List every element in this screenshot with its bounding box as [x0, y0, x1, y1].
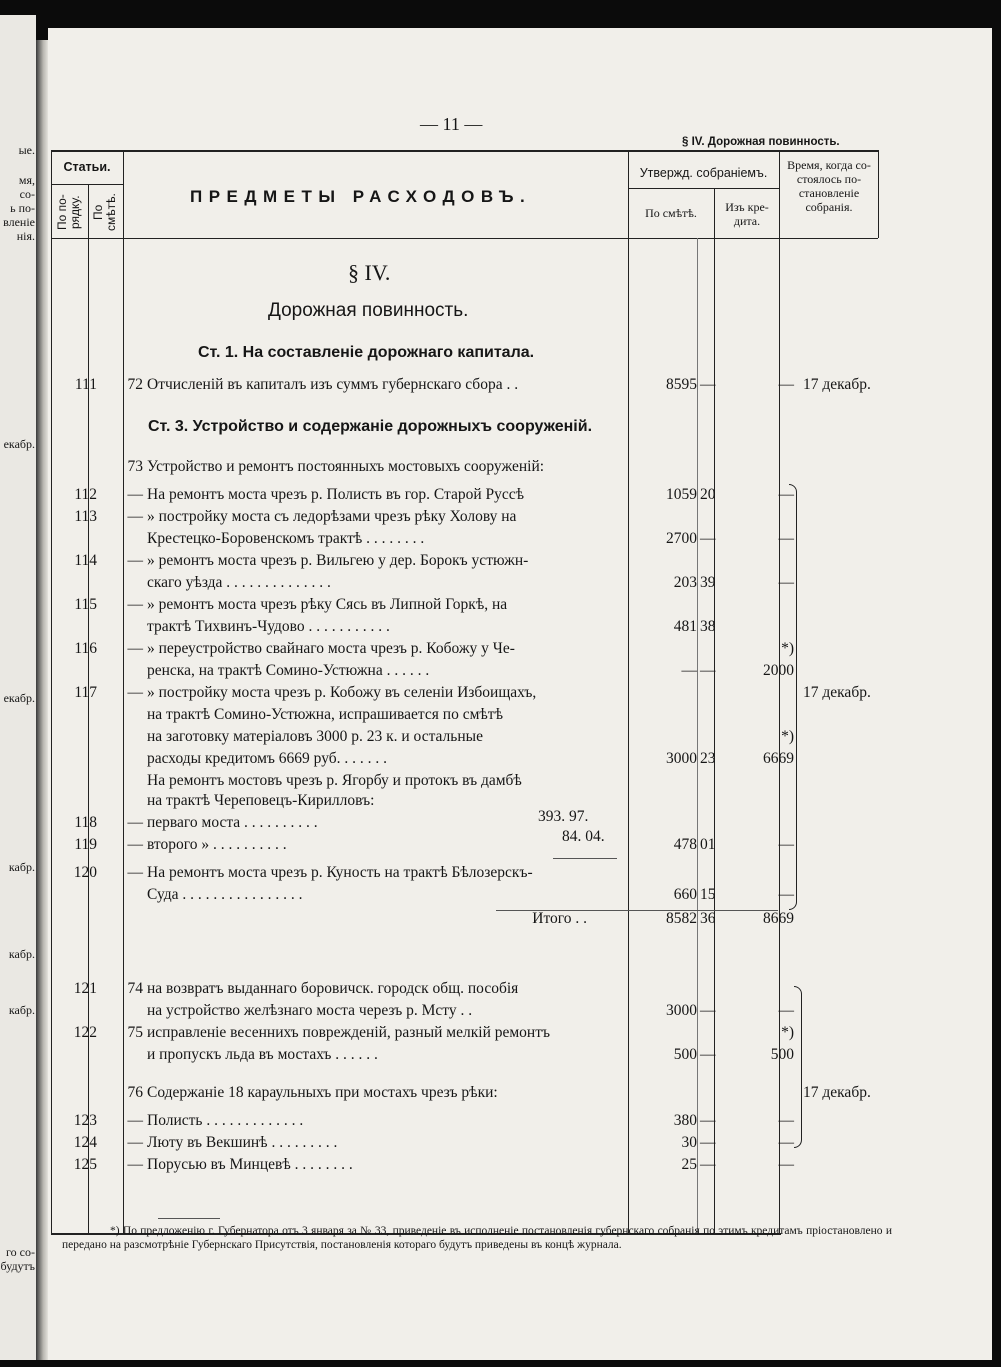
header-vremya: Время, когда со-стоялось по-становленіе собранія.	[787, 158, 871, 214]
table-row	[51, 594, 891, 616]
row-description: второго » . . . . . . . . . .	[147, 836, 287, 853]
table-row	[51, 748, 891, 770]
article-3-heading: Ст. 3. Устройство и содержаніе дорожныхъ сооруженій.	[148, 418, 593, 435]
row-description: » постройку моста чрезъ р. Кобожу въ селеніи Избоищахъ,	[147, 684, 537, 701]
header-iz-kredita: Изъ кре-дита.	[725, 200, 769, 228]
row-description: на трактѣ Череповецъ-Кирилловъ:	[147, 792, 375, 809]
amount-kopecks: 01	[700, 836, 716, 853]
table-row	[51, 1000, 891, 1022]
row-description: На ремонтъ моста чрезъ р. Куность на трактѣ Бѣлозерскъ-	[147, 864, 533, 881]
credit-amount: —	[778, 1134, 794, 1151]
left-fragment: кабр.	[8, 947, 35, 961]
row-description: на трактѣ Сомино-Устюжна, испрашивается по смѣтѣ	[147, 706, 503, 723]
row-description: » постройку моста съ ледорѣзами чрезъ рѣку Холову на	[147, 508, 517, 525]
table-row	[51, 1082, 891, 1104]
estimate-number: —	[127, 486, 143, 503]
estimate-number: —	[127, 508, 143, 525]
amount-rubles: 25	[681, 1156, 697, 1173]
table-row	[51, 660, 891, 682]
left-fragment: со-	[19, 187, 35, 201]
left-fragment: мя,	[18, 173, 35, 187]
table-row	[51, 834, 891, 856]
estimate-number: —	[127, 1134, 143, 1151]
credit-amount: 2000	[763, 662, 794, 679]
row-number: 125	[73, 1156, 97, 1173]
amount-kopecks: —	[700, 1002, 716, 1019]
credit-amount: —	[778, 530, 794, 547]
estimate-number: —	[127, 596, 143, 613]
amount-kopecks: 39	[700, 574, 716, 591]
table-row	[51, 1110, 891, 1132]
amount-kopecks: 38	[700, 618, 716, 635]
estimate-number: —	[127, 1112, 143, 1129]
amount-rubles: —	[681, 662, 697, 679]
table-row	[51, 528, 891, 550]
row-description: на возвратъ выданнаго боровичск. городск общ. пособія	[147, 980, 519, 997]
row-number: 114	[74, 552, 97, 569]
header-stati: Статьи.	[63, 160, 111, 174]
row-description: Люту въ Векшинѣ . . . . . . . . .	[147, 1134, 338, 1151]
row-number: 119	[74, 836, 97, 853]
table-row	[51, 884, 891, 906]
table-row	[51, 704, 891, 726]
row-description: ренска, на трактѣ Сомино-Устюжна . . . . . .	[147, 662, 430, 679]
table-row	[51, 770, 891, 792]
amount-kopecks: —	[700, 1046, 716, 1063]
amount-rubles: 8595	[666, 376, 697, 393]
header-predmety: ПРЕДМЕТЫ РАСХОДОВЪ.	[190, 187, 532, 206]
table-row	[51, 862, 891, 884]
left-fragment: ые.	[18, 143, 35, 157]
amount-kopecks: —	[700, 530, 716, 547]
amount-rubles: 30	[681, 1134, 697, 1151]
row-number: 123	[73, 1112, 97, 1129]
estimate-number: 72	[127, 376, 143, 393]
section-title: Дорожная повинность.	[268, 300, 469, 321]
table-row	[51, 550, 891, 572]
row-description: Содержаніе 18 караульныхъ при мостахъ чрезъ рѣки:	[147, 1084, 498, 1101]
left-fragment: екабр.	[3, 437, 35, 451]
amount-kopecks: 15	[700, 886, 716, 903]
credit-amount: 8669	[763, 910, 794, 927]
row-description: расходы кредитомъ 6669 руб. . . . . . .	[147, 750, 388, 767]
amount-rubles: 1059	[666, 486, 697, 503]
row-description: перваго моста . . . . . . . . . .	[147, 814, 318, 831]
section-heading: § IV.	[348, 260, 391, 285]
row-description: » переустройство свайнаго моста чрезъ р. Кобожу у Че-	[147, 640, 515, 657]
table-top-rule	[51, 150, 878, 152]
amount-kopecks: —	[700, 662, 716, 679]
table-row	[51, 638, 891, 660]
row-number: 121	[73, 980, 97, 997]
estimate-number: —	[127, 552, 143, 569]
amount-rubles: 660	[673, 886, 697, 903]
row-description: На ремонтъ моста чрезъ р. Полисть въ гор. Старой Руссѣ	[147, 486, 525, 503]
estimate-number: 73	[127, 458, 143, 475]
row-description: скаго уѣзда . . . . . . . . . . . . . .	[147, 574, 331, 591]
amount-rubles: 2700	[666, 530, 697, 547]
estimate-number: 74	[127, 980, 143, 997]
row-description: Отчисленій въ капиталъ изъ суммъ губернскаго сбора . .	[147, 376, 519, 393]
left-fragment: го со-	[6, 1245, 35, 1259]
credit-amount: —	[778, 1002, 794, 1019]
table-row	[51, 1022, 891, 1044]
row-number: 120	[73, 864, 97, 881]
row-description: » ремонтъ моста чрезъ рѣку Сясь въ Липной Горкѣ, на	[147, 596, 508, 613]
header-utverzhd: Утвержд. собраніемъ.	[639, 166, 768, 180]
amount-rubles: 8582	[666, 910, 697, 927]
row-number: 118	[74, 814, 97, 831]
estimate-number: —	[127, 836, 143, 853]
left-fragment: вленіе	[3, 215, 35, 229]
estimate-number: —	[127, 684, 143, 701]
row-number: 124	[73, 1134, 97, 1151]
brace-group-2	[794, 986, 802, 1148]
credit-amount: —	[778, 376, 794, 393]
row-description: Полисть . . . . . . . . . . . . .	[147, 1112, 304, 1129]
amount-rubles: 3000	[666, 1002, 697, 1019]
credit-amount: —	[778, 836, 794, 853]
row-description: и пропускъ льда въ мостахъ . . . . . .	[147, 1046, 378, 1063]
row-description: Итого . .	[532, 910, 587, 927]
row-description: Крестецко-Боровенскомъ трактѣ . . . . . . . .	[147, 530, 425, 547]
credit-amount: —	[778, 1112, 794, 1129]
credit-amount: 6669	[763, 750, 794, 767]
left-fragment: ь по-	[10, 201, 35, 215]
credit-amount: *)	[781, 1024, 794, 1041]
table-row	[51, 1132, 891, 1154]
left-fragment: нія.	[16, 229, 35, 243]
table-row	[51, 616, 891, 638]
left-fragment: кабр.	[8, 1003, 35, 1017]
amount-rubles: 481	[673, 618, 697, 635]
header-po-smete: По смѣтѣ.	[91, 193, 118, 231]
amount-kopecks: —	[700, 1112, 716, 1129]
credit-amount: —	[778, 886, 794, 903]
estimate-number: —	[127, 814, 143, 831]
header-po-smete-col: По смѣтѣ.	[645, 206, 697, 220]
credit-amount: —	[778, 486, 794, 503]
row-description: Устройство и ремонтъ постоянныхъ мостовыхъ сооруженій:	[147, 458, 545, 475]
row-number: 112	[74, 486, 97, 503]
document-page	[48, 28, 992, 1360]
amount-rubles: 203	[673, 574, 697, 591]
credit-amount: 500	[770, 1046, 794, 1063]
row-number: 122	[73, 1024, 97, 1041]
left-fragment: будутъ	[0, 1259, 35, 1273]
row-description: На ремонтъ мостовъ чрезъ р. Ягорбу и протокъ въ дамбѣ	[147, 772, 522, 789]
table-row	[51, 506, 891, 528]
table-row	[51, 1044, 891, 1066]
row-number: 117	[74, 684, 97, 701]
row-description: трактѣ Тихвинъ-Чудово . . . . . . . . . . .	[147, 618, 390, 635]
sub-amount-first: 393. 97.	[538, 808, 589, 825]
estimate-number: 75	[127, 1024, 143, 1041]
decision-date: 17 декабр.	[803, 1084, 871, 1101]
row-description: Суда . . . . . . . . . . . . . . . .	[147, 886, 303, 903]
left-fragment: кабр.	[8, 860, 35, 874]
row-description: на устройство желѣзнаго моста черезъ р. Мсту . .	[147, 1002, 473, 1019]
table-row	[51, 978, 891, 1000]
row-description: » ремонтъ моста чрезъ р. Вильгею у дер. Борокъ устюжн-	[147, 552, 529, 569]
amount-rubles: 380	[673, 1112, 697, 1129]
credit-amount: *)	[781, 728, 794, 745]
amount-kopecks: 36	[700, 910, 716, 927]
article-1-heading: Ст. 1. На составленіе дорожнаго капитала.	[198, 344, 535, 361]
table-row	[51, 726, 891, 748]
estimate-number: —	[127, 864, 143, 881]
row-description: на заготовку матеріаловъ 3000 р. 23 к. и остальные	[147, 728, 483, 745]
left-page-fragment	[0, 15, 36, 1360]
book-gutter	[36, 40, 48, 1360]
row-number: 113	[74, 508, 97, 525]
credit-amount: —	[778, 1156, 794, 1173]
sub-amount-second: 84. 04.	[562, 828, 605, 845]
amount-kopecks: 20	[700, 486, 716, 503]
table-row	[51, 812, 891, 834]
credit-amount: *)	[781, 640, 794, 657]
row-number: 115	[74, 596, 97, 613]
left-fragment: екабр.	[3, 691, 35, 705]
amount-kopecks: —	[700, 1134, 716, 1151]
decision-date: 17 декабр.	[803, 376, 871, 393]
amount-kopecks: —	[700, 376, 716, 393]
table-row	[51, 682, 891, 704]
header-po-poryadku: По по-рядку.	[55, 194, 82, 230]
running-section-title: § IV. Дорожная повинность.	[682, 136, 840, 148]
footnote: *) По предложенію г. Губернатора отъ 3 января за № 33, приведеніе въ исполненіе постановленія губернскаго собранія по этимъ кредитамъ пріостановлено и передано на разсмотрѣніе Губернскаго Присутствія, постановленія котораго будутъ приведены въ концѣ журнала.	[62, 1225, 892, 1251]
amount-kopecks: —	[700, 1156, 716, 1173]
amount-rubles: 500	[673, 1046, 697, 1063]
estimate-number: —	[127, 640, 143, 657]
amount-rubles: 478	[673, 836, 697, 853]
table-row	[51, 572, 891, 594]
table-row	[51, 1154, 891, 1176]
row-description: исправленіе весеннихъ поврежденій, разный мелкій ремонтъ	[147, 1024, 551, 1041]
row-number: 116	[74, 640, 97, 657]
estimate-number: —	[127, 1156, 143, 1173]
table-row	[51, 790, 891, 812]
page-number: — 11 —	[420, 114, 483, 134]
amount-kopecks: 23	[700, 750, 716, 767]
amount-rubles: 3000	[666, 750, 697, 767]
row-number: 111	[74, 376, 97, 393]
estimate-number: 76	[127, 1084, 143, 1101]
table-row	[51, 456, 891, 478]
header-bottom-rule	[51, 238, 878, 239]
table-row	[51, 374, 891, 396]
decision-date: 17 декабр.	[803, 684, 871, 701]
row-description: Порусью въ Минцевѣ . . . . . . . .	[147, 1156, 353, 1173]
credit-amount: —	[778, 574, 794, 591]
table-row	[51, 484, 891, 506]
table-row	[51, 908, 891, 930]
brace-group-1	[789, 484, 797, 910]
